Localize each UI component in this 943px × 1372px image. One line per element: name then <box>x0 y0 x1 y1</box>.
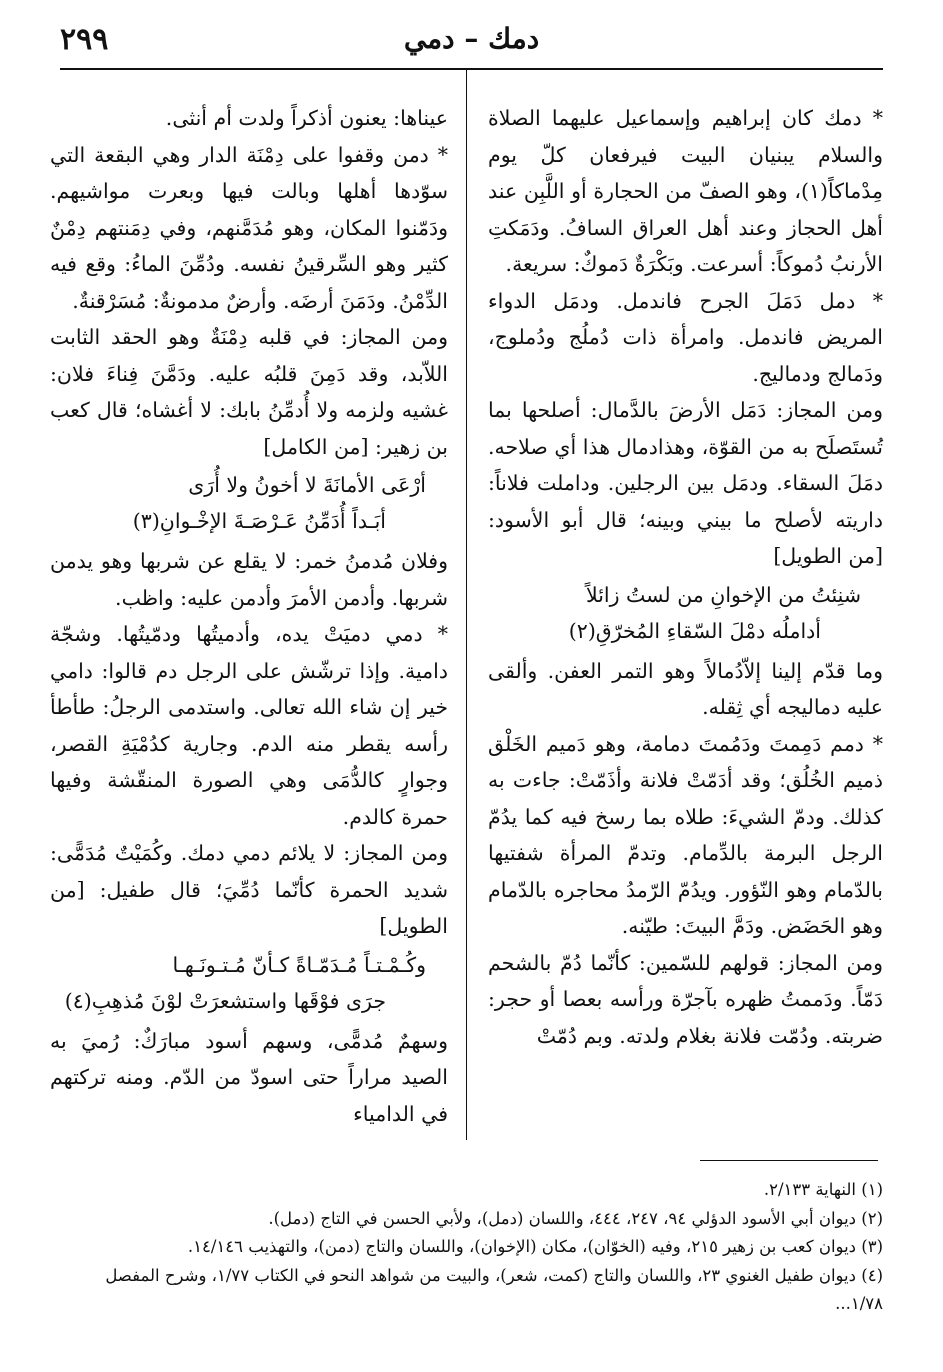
entry-paragraph: وفلان مُدمنُ خمر: لا يقلع عن شربها وهو يدمن شربها. وأدمن الأمرَ وأدمن عليه: واظب. <box>50 549 448 610</box>
entry-paragraph: * دمك كان إبراهيم وإسماعيل عليهما الصلاة والسلام يبنيان البيت فيرفعان كلّ يوم مِدْماكاً(١)، وهو الصفّ من الحجارة أو اللَّبِن عند أهل الحجاز وعند أهل العراق السافُ. ودَمَكتِ الأرنبُ دُموكاً: أسرعت. وبَكْرَةٌ دَموكٌ: سريعة. <box>488 106 883 276</box>
entry-paragraph: * دمم دَمِمتَ ودَمُمتَ دمامة، وهو دَميم الخَلْق ذميم الخُلُق؛ وقد أدَمّتْ فلانة وأذَمّتْ: جاءت به كذلك. ودمّ الشيءَ: طلاه بما رسخ فيه كما يدُمّ الرجل البرمة بالدِّمام. وتدمّ المرأة شفتيها بالدّمام وهو النّؤور. ويدُمّ الرّمدُ محاجره بالدّمام وهو الحَضَض. ودَمَّ البيتَ: طيّنه. <box>488 731 883 938</box>
poem-verse <box>50 947 448 1019</box>
page-header <box>60 22 883 62</box>
page-number: ٢٩٩ <box>60 22 109 57</box>
entry-paragraph: عيناها: يعنون أذكراً ولدت أم أنثى. <box>165 106 448 130</box>
entry-paragraph: * دمي دميَتْ يده، وأدميتُها ودمّيتُها. وشجّة دامية. وإذا ترشّش على الرجل دم قالوا: دامي خير إن شاء الله تعالى. واستدمى الرجلُ: طأطأ رأسه يقطر منه الدم. وجارية كدُمْيَةِ القصر، وجوارٍ كالدُّمَى وهي الصورة المنقّشة وفيها حمرة كالدم. <box>50 622 448 829</box>
entry-paragraph: وما قدّم إلينا إلاّدُمالاً وهو التمر العفن. وألقى عليه دماليجه أي ثِقله. <box>488 658 883 719</box>
entry-paragraph: ومن المجاز: لا يلائم دمي دمك. وكُمَيْتٌ مُدَمًّى: شديد الحمرة كأنّما دُمِّيَ؛ قال طفيل: [من الطويل] <box>50 841 448 938</box>
footnote-rule <box>700 1160 878 1161</box>
verse-line: أبَـداً أُدَمِّنُ عَـرْصَـةَ الإخْـوانِ(٣) <box>132 509 386 533</box>
entry-paragraph: * دمل دَمَلَ الجرح فاندمل. ودمَل الدواء المريض فاندمل. وامرأة ذات دُملُج ودُملوج، ودَمالج ودماليج. <box>488 288 883 386</box>
running-head: دمك – دمي <box>403 22 540 55</box>
entry-paragraph: وسهمٌ مُدمًّى، وسهم أسود مبارَكٌ: رُميَ به الصيد مراراً حتى اسودّ من الدّم. ومنه تركتهم في الدامياء <box>50 1028 448 1126</box>
footnote: (٤) ديوان طفيل الغنوي ٢٣، واللسان والتاج (كمت، شعر)، والبيت من شواهد النحو في الكتاب ١/٧٧، وشرح المفصل ١/٧٨... <box>105 1265 883 1313</box>
entry-paragraph: ومن المجاز: دَمَل الأرضَ بالدَّمال: أصلحها بما تُستَصلَح به من القوّة، وهذادمال هذا أي صلاحه. دمَلَ السقاء. ودمَل بين الرجلين. وداملت فلاناً: داريته لأصلح ما بيني وبينه؛ قال أبو الأسود: [من الطويل] <box>488 398 883 568</box>
verse-line: أرْعَى الأمانَةَ لا أخونُ ولا أُرَى <box>188 473 426 497</box>
header-rule <box>60 68 883 70</box>
entry-paragraph: ومن المجاز: في قلبه دِمْنَةٌ وهو الحقد الثابت اللاّبد، وقد دَمِنَ قلبُه عليه. ودَمَّنَ فِناءَ فلان: غشيه ولزمه ولا أُدمِّنُ بابك: لا أغشاه؛ قال كعب بن زهير: [من الكامل] <box>50 325 448 459</box>
verse-line: أداملُه دمْلَ السّقاءِ المُخرّقِ(٢) <box>568 618 821 643</box>
verse-line: وكُـمْـتـاً مُـدَمّـاةً كـأنّ مُـتـونَـهـا <box>172 952 426 977</box>
column-divider <box>466 70 467 1140</box>
entry-paragraph: * دمن وقفوا على دِمْنَة الدار وهي البقعة التي سوّدها أهلها وبالت فيها وبعرت مواشيهم. ودَمّنوا المكان، وهو مُدَمَّنهم، وفي دِمَنتهم دِمْنٌ كثير وهو السِّرقينُ نفسه. ودُمِّنَ الماءُ: وقع فيه الدِّمْنُ. ودَمَنَ أرضَه. وأرضٌ مدمونةٌ: مُسَرْقنةٌ. <box>50 142 448 313</box>
footnote: (٢) ديوان أبي الأسود الدؤلي ٩٤، ٢٤٧، ٤٤٤، واللسان (دمل)، ولأبي الحسن في التاج (دمل). <box>268 1208 883 1228</box>
right-column <box>488 100 883 1054</box>
entry-paragraph: ومن المجاز: قولهم للسّمين: كأنّما دُمّ بالشحم دَمّاً. ودَممتُ ظهره بآجرّة ورأسه بعصا أو حجر: ضربته. ودُمّت فلانة بغلام ولدته. وبم دُمّتْ <box>488 950 883 1048</box>
left-column <box>50 100 448 1132</box>
footnotes <box>63 1176 883 1319</box>
verse-line: جرَى فوْقَها واستشعرَتْ لوْنَ مُذهِبِ(٤) <box>64 988 386 1013</box>
verse-line: شنِئتُ من الإخوانِ من لستُ زائلاً <box>585 582 861 607</box>
footnote: (١) النهاية ٢/١٣٣. <box>763 1180 883 1199</box>
footnote: (٣) ديوان كعب بن زهير ٢١٥، وفيه (الخوّان)، مكان (الإخوان)، واللسان والتاج (دمن)، والتهذيب ١٤/١٤٦. <box>187 1237 883 1256</box>
poem-verse <box>488 577 883 649</box>
poem-verse <box>50 467 448 539</box>
